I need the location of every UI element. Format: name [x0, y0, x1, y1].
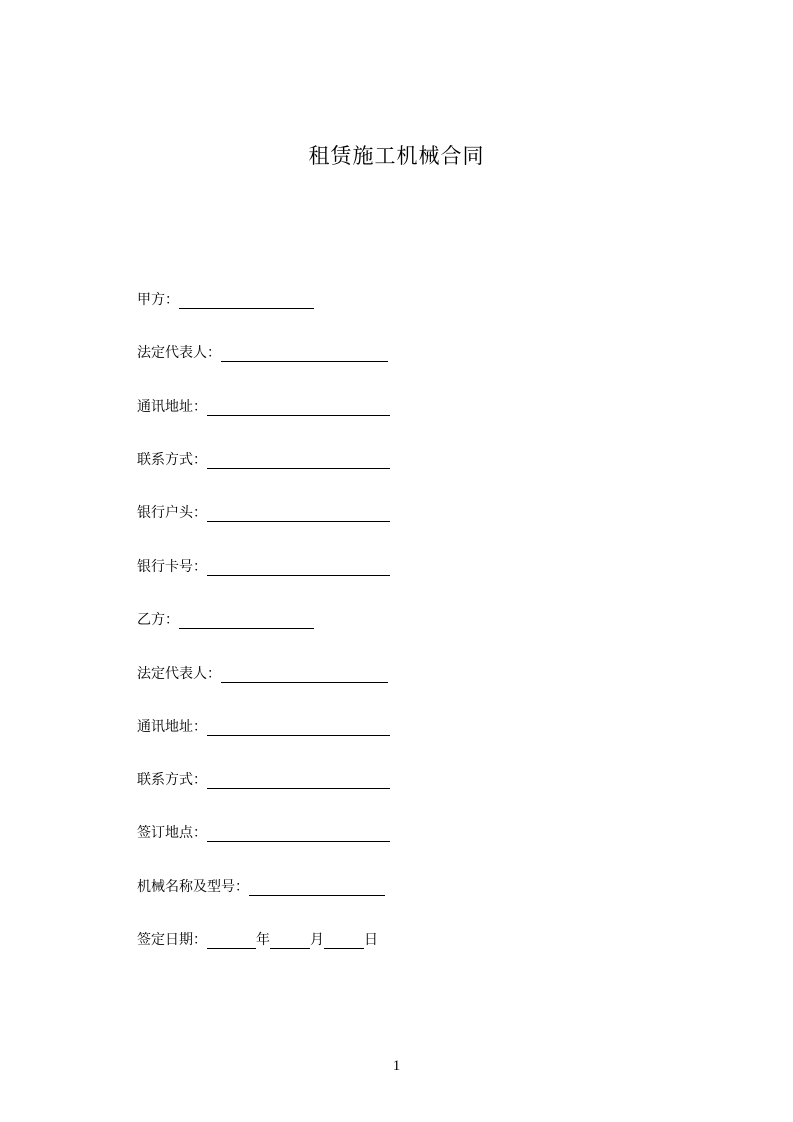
party-a-rep-field: [137, 342, 388, 364]
day-blank[interactable]: [324, 932, 364, 949]
party-b-rep-label: 法定代表人：: [137, 666, 221, 682]
party-a-field: [137, 289, 314, 311]
party-b-rep-blank[interactable]: [221, 666, 388, 683]
party-a-blank[interactable]: [179, 292, 314, 309]
party-a-bank-card-blank[interactable]: [207, 559, 390, 576]
party-b-address-field: [137, 716, 390, 738]
signing-date-field: [137, 929, 378, 951]
party-a-contact-label: 联系方式：: [137, 452, 207, 468]
year-blank[interactable]: [207, 932, 256, 949]
machine-name-model-blank[interactable]: [249, 879, 385, 896]
party-b-address-label: 通讯地址：: [137, 719, 207, 735]
party-a-contact-blank[interactable]: [207, 452, 390, 469]
signing-date-label: 签定日期：: [137, 932, 207, 948]
party-a-address-blank[interactable]: [207, 399, 390, 416]
signing-place-blank[interactable]: [207, 825, 390, 842]
party-b-contact-field: [137, 769, 390, 791]
party-b-rep-field: [137, 663, 388, 685]
party-a-rep-label: 法定代表人：: [137, 345, 221, 361]
party-a-rep-blank[interactable]: [221, 345, 388, 362]
signing-place-label: 签订地点：: [137, 825, 207, 841]
document-title: 租赁施工机械合同: [308, 144, 485, 168]
party-b-address-blank[interactable]: [207, 719, 390, 736]
month-unit: 月: [310, 932, 324, 948]
party-a-bank-card-field: [137, 556, 390, 578]
year-unit: 年: [256, 932, 270, 948]
party-b-field: [137, 609, 314, 631]
party-a-label: 甲方：: [137, 292, 179, 308]
party-a-contact-field: [137, 449, 390, 471]
party-a-address-field: [137, 396, 390, 418]
party-b-contact-label: 联系方式：: [137, 772, 207, 788]
party-a-address-label: 通讯地址：: [137, 399, 207, 415]
party-b-contact-blank[interactable]: [207, 772, 390, 789]
month-blank[interactable]: [270, 932, 310, 949]
page-number: 1: [392, 1058, 401, 1074]
party-a-bank-name-blank[interactable]: [207, 505, 390, 522]
party-a-bank-name-label: 银行户头：: [137, 505, 207, 521]
machine-name-model-field: [137, 876, 385, 898]
party-b-label: 乙方：: [137, 612, 179, 628]
signing-place-field: [137, 822, 390, 844]
party-b-blank[interactable]: [179, 612, 314, 629]
party-a-bank-name-field: [137, 502, 390, 524]
machine-name-model-label: 机械名称及型号：: [137, 879, 249, 895]
day-unit: 日: [364, 932, 378, 948]
party-a-bank-card-label: 银行卡号：: [137, 559, 207, 575]
